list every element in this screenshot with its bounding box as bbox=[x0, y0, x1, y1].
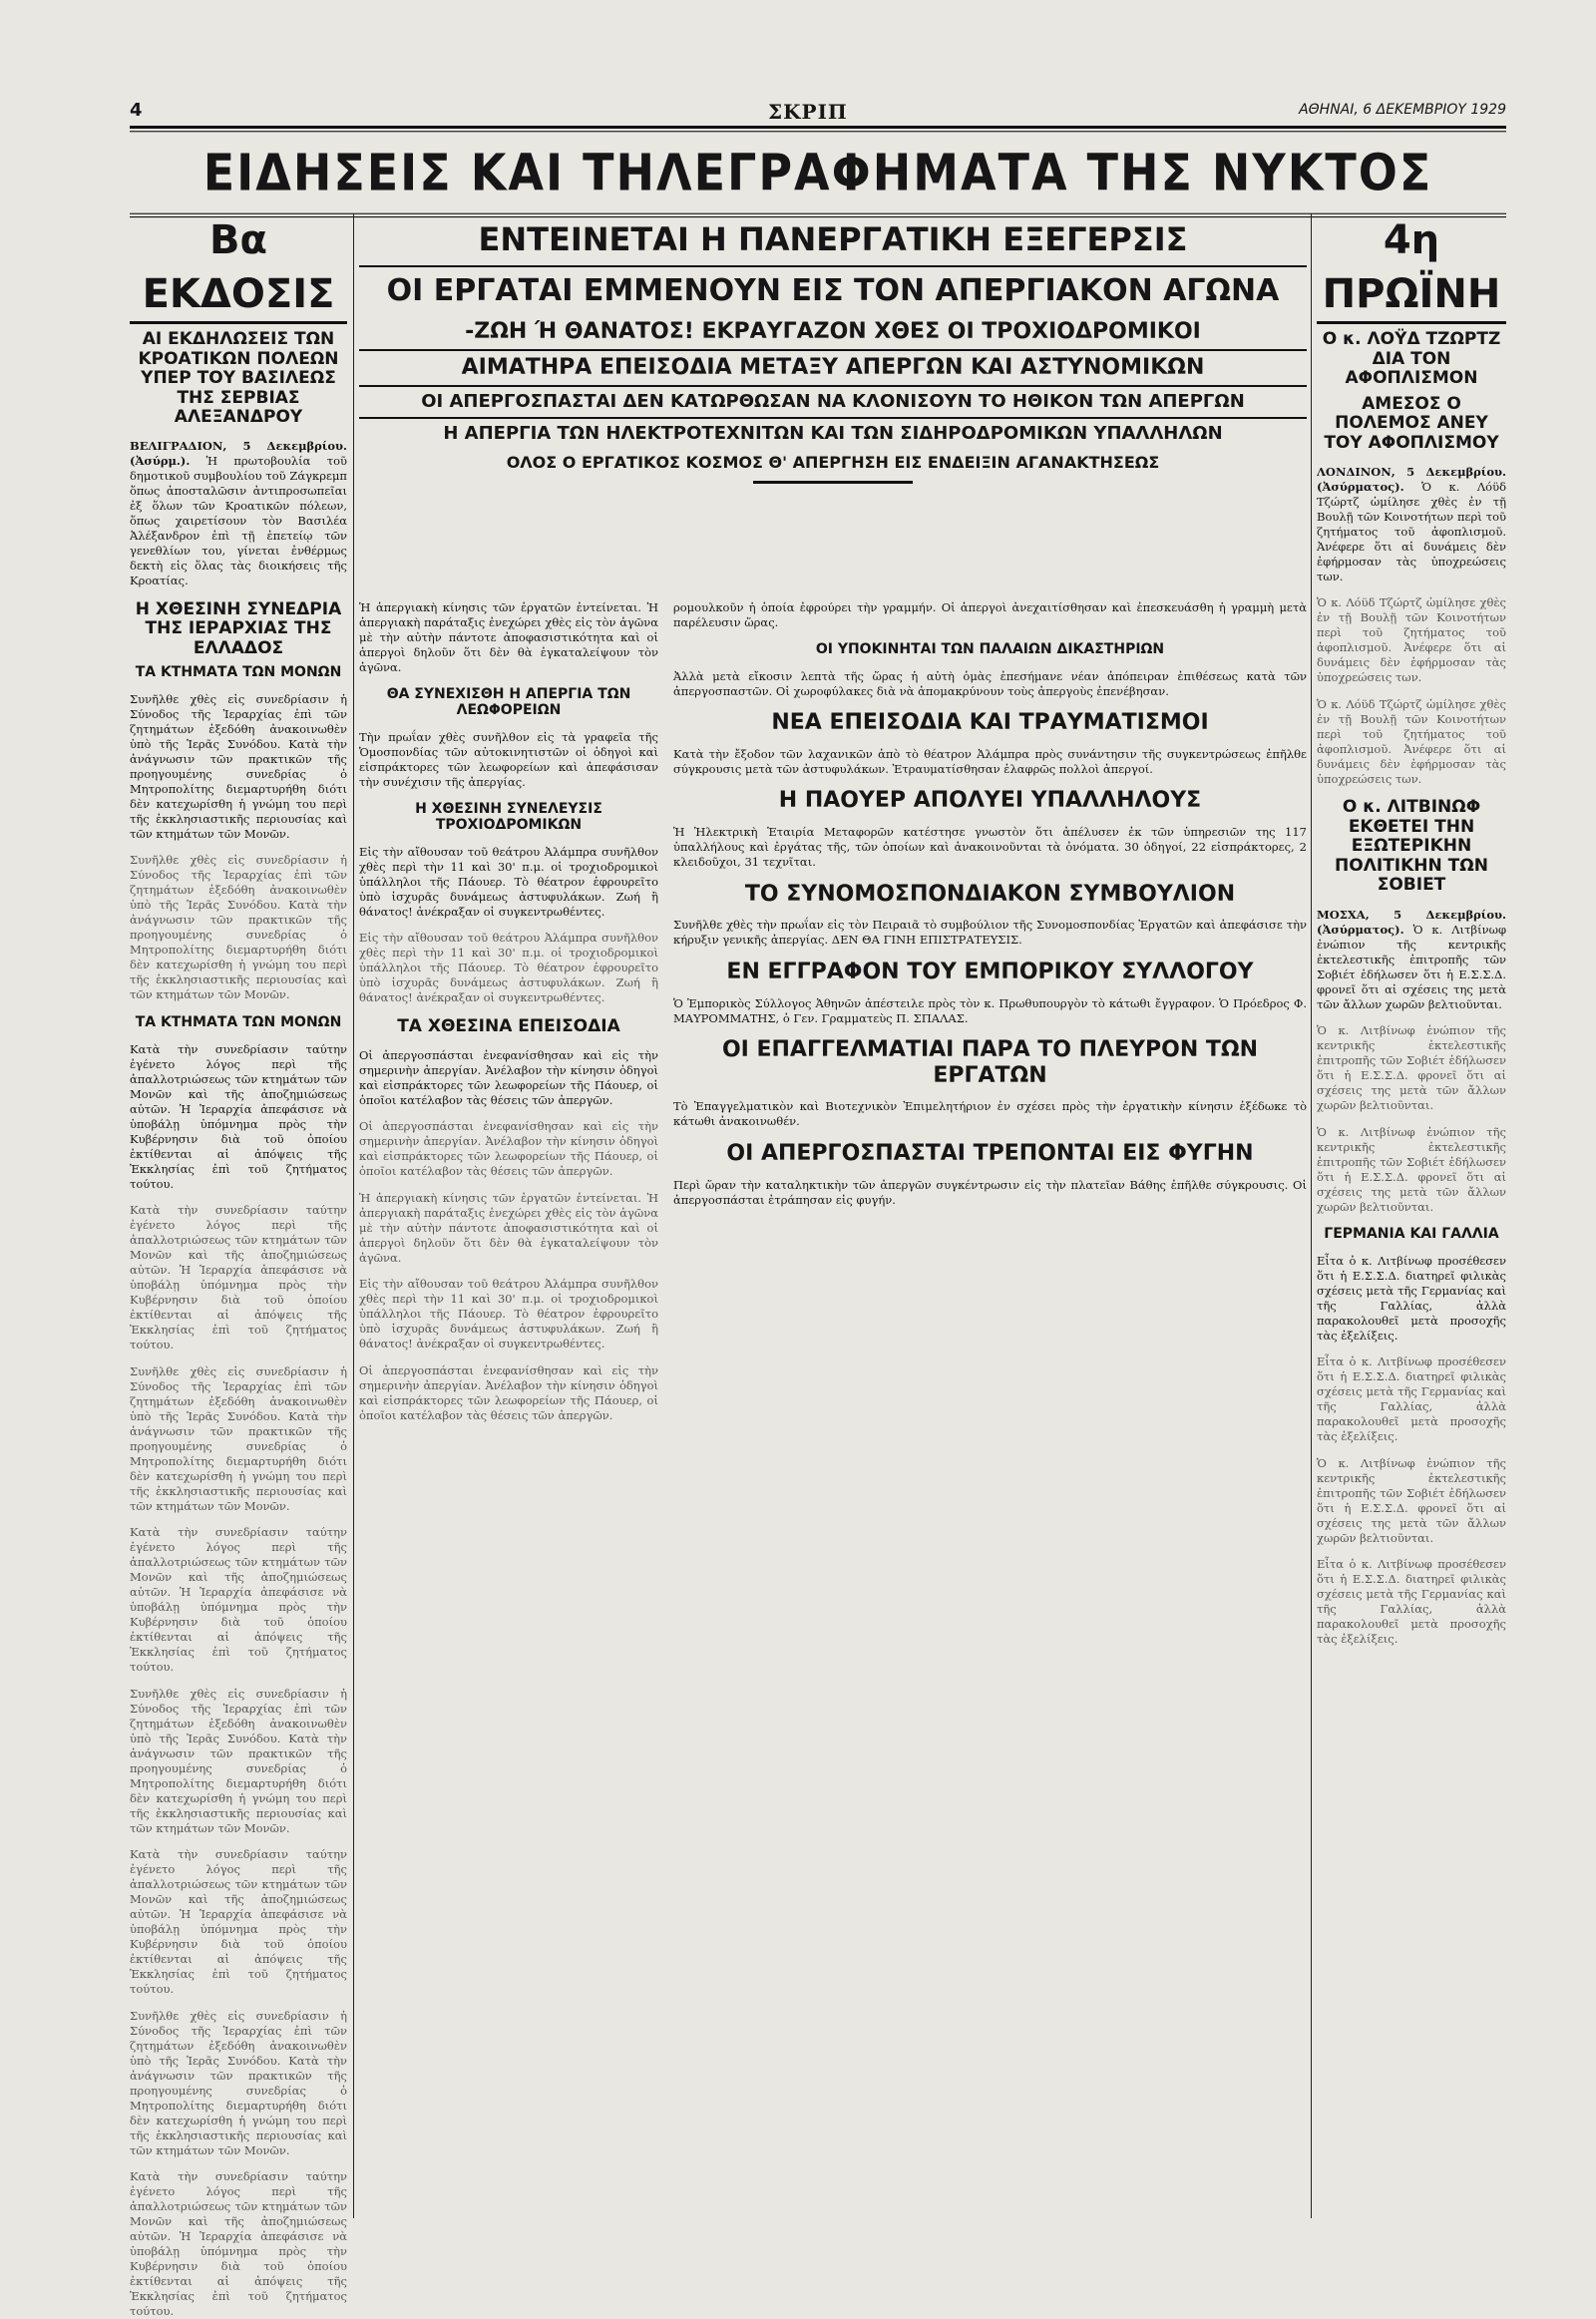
issue-date: ΑΘΗΝΑΙ, 6 ΔΕΚΕΜΒΡΙΟΥ 1929 bbox=[1299, 102, 1506, 118]
edition-kicker: 4η ΠΡΩΪΝΗ bbox=[1317, 213, 1506, 324]
section-banner: ΕΙΔΗΣΕΙΣ ΚΑΙ ΤΗΛΕΓΡΑΦΗΜΑΤΑ ΤΗΣ ΝΥΚΤΟΣ bbox=[130, 128, 1506, 217]
story-text: Οἱ ἀπεργοσπάσται ἐνεφανίσθησαν καὶ εἰς τὴν σημερινὴν ἀπεργίαν. Ἀνέλαβον τὴν κίνησιν ὁδηγοὶ καὶ εἰσπράκτορες τῶν λεωφορείων τῆς Πάουερ, οἱ ὁποῖοι κατέλαβον τὰς θέσεις τῶν ἀπεργῶν. bbox=[359, 1047, 658, 1107]
main-subheadline: ΟΙ ΕΡΓΑΤΑΙ ΕΜΜΕΝΟΥΝ ΕΙΣ ΤΟΝ ΑΠΕΡΓΙΑΚΟΝ ΑΓΩΝΑ bbox=[386, 273, 1280, 308]
story-subhead: ΑΜΕΣΟΣ Ο ΠΟΛΕΜΟΣ ΑΝΕΥ ΤΟΥ ΑΦΟΠΛΙΣΜΟΥ bbox=[1324, 393, 1499, 453]
story-text: Συνῆλθε χθὲς εἰς συνεδρίασιν ἡ Σύνοδος τῆς Ἱεραρχίας ἐπὶ τῶν ζητημάτων ἐξεδόθη ἀνακοινωθὲν ὑπὸ τῆς Ἱερᾶς Συνόδου. Κατὰ τὴν ἀνάγνωσιν τῶν πρακτικῶν τῆς προηγουμένης συνεδρίας ὁ Μητροπολίτης διεμαρτυρήθη διότι δὲν κατεχωρίσθη ἡ γνώμη του περὶ τῆς ἐκκλησιαστικῆς περιουσίας καὶ τῶν κτημάτων τῶν Μονῶν. bbox=[130, 853, 347, 1002]
main-subheadline: -ΖΩΗ Ή ΘΑΝΑΤΟΣ! ΕΚΡΑΥΓΑΖΟΝ ΧΘΕΣ ΟΙ ΤΡΟΧΙΟΔΡΟΜΙΚΟΙ bbox=[359, 315, 1307, 351]
story-headline: Ο κ. ΛΟΫΔ ΤΖΩΡΤΖ ΔΙΑ ΤΟΝ ΑΦΟΠΛΙΣΜΟΝ bbox=[1322, 329, 1501, 389]
story-text: Συνῆλθε χθὲς εἰς συνεδρίασιν ἡ Σύνοδος τῆς Ἱεραρχίας ἐπὶ τῶν ζητημάτων ἐξεδόθη ἀνακοινωθὲν ὑπὸ τῆς Ἱερᾶς Συνόδου. Κατὰ τὴν ἀνάγνωσιν τῶν πρακτικῶν τῆς προηγουμένης συνεδρίας ὁ Μητροπολίτης διεμαρτυρήθη διότι δὲν κατεχωρίσθη ἡ γνώμη του περὶ τῆς ἐκκλησιαστικῆς περιουσίας καὶ τῶν κτημάτων τῶν Μονῶν. bbox=[130, 2008, 347, 2157]
story-text: Ἀλλὰ μετὰ εἴκοσιν λεπτὰ τῆς ὥρας ἡ αὐτὴ ὁμὰς ἐπεσήμανε νέαν ἀπόπειραν ἐπιθέσεως κατὰ τῶν ἀπεργοσπαστῶν. Οἱ χωροφύλακες διὰ νὰ ἀπομακρύνουν τοὺς ἀπεργοὺς ἐπενέβησαν. bbox=[673, 668, 1307, 698]
section-subhead: ΘΑ ΣΥΝΕΧΙΣΘΗ Η ΑΠΕΡΓΙΑ ΤΩΝ ΛΕΩΦΟΡΕΙΩΝ bbox=[386, 686, 631, 719]
story-text: Ὁ Ἐμπορικὸς Σύλλογος Ἀθηνῶν ἀπέστειλε πρὸς τὸν κ. Πρωθυπουργὸν τὸ κάτωθι ἔγγραφον. Ὁ Πρόεδρος Φ. ΜΑΥΡΟΜΜΑΤΗΣ, ὁ Γεν. Γραμματεὺς Π. ΣΠΑΛΑΣ. bbox=[673, 995, 1307, 1025]
divider bbox=[753, 481, 913, 484]
story-text: Ὁ κ. Λιτβίνωφ ἐνώπιον τῆς κεντρικῆς ἐκτελεστικῆς ἐπιτροπῆς τῶν Σοβιέτ ἐδήλωσεν ὅτι ἡ Ε.Σ.Σ.Δ. φρονεῖ ὅτι αἱ σχέσεις της μετὰ τῶν ἄλλων χωρῶν βελτιοῦνται. bbox=[1317, 1124, 1506, 1214]
story-text: Συνῆλθε χθὲς εἰς συνεδρίασιν ἡ Σύνοδος τῆς Ἱεραρχίας ἐπὶ τῶν ζητημάτων ἐξεδόθη ἀνακοινωθὲν ὑπὸ τῆς Ἱερᾶς Συνόδου. Κατὰ τὴν ἀνάγνωσιν τῶν πρακτικῶν τῆς προηγουμένης συνεδρίας ὁ Μητροπολίτης διεμαρτυρήθη διότι δὲν κατεχωρίσθη ἡ γνώμη του περὶ τῆς ἐκκλησιαστικῆς περιουσίας καὶ τῶν κτημάτων τῶν Μονῶν. bbox=[130, 691, 347, 841]
section-subhead: ΝΕΑ ΕΠΕΙΣΟΔΙΑ ΚΑΙ ΤΡΑΥΜΑΤΙΣΜΟΙ bbox=[771, 710, 1209, 736]
section-subhead: Η ΠΑΟΥΕΡ ΑΠΟΛΥΕΙ ΥΠΑΛΛΗΛΟΥΣ bbox=[778, 788, 1202, 814]
section-subhead: ΟΙ ΥΠΟΚΙΝΗΤΑΙ ΤΩΝ ΠΑΛΑΙΩΝ ΔΙΚΑΣΤΗΡΙΩΝ bbox=[815, 641, 1165, 657]
story-headline: ΤΑ ΚΤΗΜΑΤΑ ΤΩΝ ΜΟΝΩΝ bbox=[135, 1013, 342, 1030]
story-text: Κατὰ τὴν ἔξοδον τῶν λαχανικῶν ἀπὸ τὸ θέατρον Ἀλάμπρα πρὸς συνάντησιν τῆς συγκεντρώσεως ἐπῆλθε σύγκρουσις μετὰ τῶν ἀστυφυλάκων. Ἐτραυματίσθησαν ἐλαφρῶς πολλοὶ ἀπεργοί. bbox=[673, 746, 1307, 776]
main-subheadline: ΑΙΜΑΤΗΡΑ ΕΠΕΙΣΟΔΙΑ ΜΕΤΑΞΥ ΑΠΕΡΓΩΝ ΚΑΙ ΑΣΤΥΝΟΜΙΚΩΝ bbox=[359, 351, 1307, 387]
story-text: Κατὰ τὴν συνεδρίασιν ταύτην ἐγένετο λόγος περὶ τῆς ἀπαλλοτριώσεως τῶν κτημάτων τῶν Μονῶν καὶ τῆς ἀποζημιώσεως αὐτῶν. Ἡ Ἱεραρχία ἀπεφάσισε νὰ ὑποβάλῃ ὑπόμνημα πρὸς τὴν Κυβέρνησιν διὰ τοῦ ὁποίου ἐκτίθενται αἱ ἀπόψεις τῆς Ἐκκλησίας ἐπὶ τοῦ ζητήματος τούτου. bbox=[130, 1041, 347, 1191]
edition-kicker: Βα ΕΚΔΟΣΙΣ bbox=[130, 213, 347, 324]
section-subhead: ΟΙ ΕΠΑΓΓΕΛΜΑΤΙΑΙ ΠΑΡΑ ΤΟ ΠΛΕΥΡΟΝ ΤΩΝ ΕΡΓΑΤΩΝ bbox=[721, 1037, 1259, 1088]
section-subhead: ΤΟ ΣΥΝΟΜΟΣΠΟΝΔΙΑΚΟΝ ΣΥΜΒΟΥΛΙΟΝ bbox=[744, 881, 1236, 907]
right-column bbox=[1317, 213, 1506, 2218]
story-text: Συνῆλθε χθὲς εἰς συνεδρίασιν ἡ Σύνοδος τῆς Ἱεραρχίας ἐπὶ τῶν ζητημάτων ἐξεδόθη ἀνακοινωθὲν ὑπὸ τῆς Ἱερᾶς Συνόδου. Κατὰ τὴν ἀνάγνωσιν τῶν πρακτικῶν τῆς προηγουμένης συνεδρίας ὁ Μητροπολίτης διεμαρτυρήθη διότι δὲν κατεχωρίσθη ἡ γνώμη του περὶ τῆς ἐκκλησιαστικῆς περιουσίας καὶ τῶν κτημάτων τῶν Μονῶν. bbox=[130, 1363, 347, 1513]
story-subhead: ΤΑ ΚΤΗΜΑΤΑ ΤΩΝ ΜΟΝΩΝ bbox=[135, 664, 342, 681]
story-text: Ὁ κ. Λιτβίνωφ ἐνώπιον τῆς κεντρικῆς ἐκτελεστικῆς ἐπιτροπῆς τῶν Σοβιέτ ἐδήλωσεν ὅτι ἡ Ε.Σ.Σ.Δ. φρονεῖ ὅτι αἱ σχέσεις της μετὰ τῶν ἄλλων χωρῶν βελτιοῦνται. bbox=[1317, 1455, 1506, 1545]
story-text: Οἱ ἀπεργοσπάσται ἐνεφανίσθησαν καὶ εἰς τὴν σημερινὴν ἀπεργίαν. Ἀνέλαβον τὴν κίνησιν ὁδηγοὶ καὶ εἰσπράκτορες τῶν λεωφορείων τῆς Πάουερ, οἱ ὁποῖοι κατέλαβον τὰς θέσεις τῶν ἀπεργῶν. bbox=[359, 1119, 658, 1179]
main-story-headlines bbox=[359, 213, 1307, 488]
story-text: ρομουλκοῦν ἡ ὁποία ἐφρούρει τὴν γραμμήν. Οἱ ἀπεργοὶ ἀνεχαιτίσθησαν καὶ ἐπεσκευάσθη ἡ γραμμὴ μετὰ παρέλευσιν ὥρας. bbox=[673, 599, 1307, 629]
story-text: Εἰς τὴν αἴθουσαν τοῦ θεάτρου Ἀλάμπρα συνῆλθον χθὲς περὶ τὴν 11 καὶ 30' π.μ. οἱ τροχιοδρομικοὶ ὑπάλληλοι τῆς Πάουερ. Τὸ θέατρον ἐφρουρεῖτο ὑπὸ ἰσχυρᾶς δυνάμεως ἀστυφυλάκων. Ζωή ἢ θάνατος! ἀνέκραξαν οἱ συγκεντρωθέντες. bbox=[359, 844, 658, 919]
story-text: Εἶτα ὁ κ. Λιτβίνωφ προσέθεσεν ὅτι ἡ Ε.Σ.Σ.Δ. διατηρεῖ φιλικὰς σχέσεις μετὰ τῆς Γερμανίας καὶ τῆς Γαλλίας, ἀλλὰ παρακολουθεῖ μετὰ προσοχῆς τὰς ἐξελίξεις. bbox=[1317, 1557, 1506, 1647]
main-subheadline: ΟΛΟΣ Ο ΕΡΓΑΤΙΚΟΣ ΚΟΣΜΟΣ Θ' ΑΠΕΡΓΗΣΗ ΕΙΣ ΕΝΔΕΙΞΙΝ ΑΓΑΝΑΚΤΗΣΕΩΣ bbox=[506, 453, 1160, 472]
story-text: Εἰς τὴν αἴθουσαν τοῦ θεάτρου Ἀλάμπρα συνῆλθον χθὲς περὶ τὴν 11 καὶ 30' π.μ. οἱ τροχιοδρομικοὶ ὑπάλληλοι τῆς Πάουερ. Τὸ θέατρον ἐφρουρεῖτο ὑπὸ ἰσχυρᾶς δυνάμεως ἀστυφυλάκων. Ζωή ἢ θάνατος! ἀνέκραξαν οἱ συγκεντρωθέντες. bbox=[359, 931, 658, 1005]
story-text: Ἡ ἀπεργιακὴ κίνησις τῶν ἐργατῶν ἐντείνεται. Ἡ ἀπεργιακὴ παράταξις ἐνεχώρει χθὲς εἰς τὸν ἀγῶνα μὲ τὴν αὐτὴν πάντοτε ἀποφασιστικότητα καὶ οἱ ἀπεργοὶ δηλοῦν ὅτι δὲν θὰ ἐγκαταλείψουν τὸν ἀγῶνα. bbox=[359, 599, 658, 674]
story-body bbox=[1317, 465, 1506, 584]
story-text: Κατὰ τὴν συνεδρίασιν ταύτην ἐγένετο λόγος περὶ τῆς ἀπαλλοτριώσεως τῶν κτημάτων τῶν Μονῶν καὶ τῆς ἀποζημιώσεως αὐτῶν. Ἡ Ἱεραρχία ἀπεφάσισε νὰ ὑποβάλῃ ὑπόμνημα πρὸς τὴν Κυβέρνησιν διὰ τοῦ ὁποίου ἐκτίθενται αἱ ἀπόψεις τῆς Ἐκκλησίας ἐπὶ τοῦ ζητήματος τούτου. bbox=[130, 1525, 347, 1675]
column-rule bbox=[353, 213, 354, 2218]
story-text: Κατὰ τὴν συνεδρίασιν ταύτην ἐγένετο λόγος περὶ τῆς ἀπαλλοτριώσεως τῶν κτημάτων τῶν Μονῶν καὶ τῆς ἀποζημιώσεως αὐτῶν. Ἡ Ἱεραρχία ἀπεφάσισε νὰ ὑποβάλῃ ὑπόμνημα πρὸς τὴν Κυβέρνησιν διὰ τοῦ ὁποίου ἐκτίθενται αἱ ἀπόψεις τῆς Ἐκκλησίας ἐπὶ τοῦ ζητήματος τούτου. bbox=[130, 1847, 347, 1997]
story-text: Συνῆλθε χθὲς τὴν πρωΐαν εἰς τὸν Πειραιᾶ τὸ συμβούλιον τῆς Συνομοσπονδίας Ἐργατῶν καὶ ἀπεφάσισε τὴν κήρυξιν γενικῆς ἀπεργίας. ΔΕΝ ΘΑ ΓΙΝΗ ΕΠΙΣΤΡΑΤΕΥΣΙΣ. bbox=[673, 918, 1307, 948]
story-text: Ἡ Ἠλεκτρικὴ Ἑταιρία Μεταφορῶν κατέστησε γνωστὸν ὅτι ἀπέλυσεν ἐκ τῶν ὑπηρεσιῶν της 117 ὑπαλλήλους καὶ ἐργάτας τῆς, τῶν ὁποίων καὶ ἀνακοινοῦνται τὰ ὀνόματα. 30 ὁδηγοί, 22 εἰσπράκτορες, 2 κλειδοῦχοι, 31 τεχνῖται. bbox=[673, 825, 1307, 870]
story-headline: ΓΕΡΜΑΝΙΑ ΚΑΙ ΓΑΛΛΙΑ bbox=[1324, 1226, 1499, 1243]
section-subhead: Η ΧΘΕΣΙΝΗ ΣΥΝΕΛΕΥΣΙΣ ΤΡΟΧΙΟΔΡΟΜΙΚΩΝ bbox=[415, 801, 602, 834]
story-text: Ὁ κ. Λόϋδ Τζώρτζ ὡμίλησε χθὲς ἐν τῇ Βουλῇ τῶν Κοινοτήτων περὶ τοῦ ζητήματος τοῦ ἀφοπλισμοῦ. Ἀνέφερε ὅτι αἱ δυνάμεις δὲν ἐφήρμοσαν τὰς ὑποχρεώσεις των. bbox=[1317, 595, 1506, 685]
story-text: Περὶ ὥραν τὴν καταληκτικὴν τῶν ἀπεργῶν συγκέντρωσιν εἰς τὴν πλατεῖαν Βάθης ἐπῆλθε σύγκρουσις. Οἱ ἀπεργοσπάσται ἐτράπησαν εἰς φυγήν. bbox=[673, 1177, 1307, 1207]
story-body bbox=[1317, 908, 1506, 1012]
article-column bbox=[359, 588, 658, 2224]
story-headline: Η ΧΘΕΣΙΝΗ ΣΥΝΕΔΡΙΑ ΤΗΣ ΙΕΡΑΡΧΙΑΣ ΤΗΣ ΕΛΛΑΔΟΣ bbox=[135, 598, 342, 658]
story-dateline: ΒΕΛΙΓΡΑΔΙΟΝ, 5 Δεκεμβρίου. (Ἀσύρμ.). bbox=[130, 439, 347, 469]
page-header bbox=[130, 100, 1506, 129]
column-rule bbox=[1311, 213, 1312, 2218]
story-text: Εἶτα ὁ κ. Λιτβίνωφ προσέθεσεν ὅτι ἡ Ε.Σ.Σ.Δ. διατηρεῖ φιλικὰς σχέσεις μετὰ τῆς Γερμανίας καὶ τῆς Γαλλίας, ἀλλὰ παρακολουθεῖ μετὰ προσοχῆς τὰς ἐξελίξεις. bbox=[1317, 1253, 1506, 1343]
story-headline: ΑΙ ΕΚΔΗΛΩΣΕΙΣ ΤΩΝ ΚΡΟΑΤΙΚΩΝ ΠΟΛΕΩΝ ΥΠΕΡ ΤΟΥ ΒΑΣΙΛΕΩΣ ΤΗΣ ΣΕΡΒΙΑΣ ΑΛΕΞΑΝΔΡΟΥ bbox=[138, 329, 339, 428]
masthead: ΣΚΡΙΠ bbox=[768, 100, 848, 124]
story-body bbox=[130, 439, 347, 588]
main-headline: ΕΝΤΕΙΝΕΤΑΙ Η ΠΑΝΕΡΓΑΤΙΚΗ ΕΞΕΓΕΡΣΙΣ bbox=[359, 213, 1307, 267]
story-text: Ὁ κ. Λιτβίνωφ ἐνώπιον τῆς κεντρικῆς ἐκτελεστικῆς ἐπιτροπῆς τῶν Σοβιέτ ἐδήλωσεν ὅτι ἡ Ε.Σ.Σ.Δ. φρονεῖ ὅτι αἱ σχέσεις της μετὰ τῶν ἄλλων χωρῶν βελτιοῦνται. bbox=[1317, 1023, 1506, 1113]
story-dateline: ΜΟΣΧΑ, 5 Δεκεμβρίου. (Ἀσύρματος). bbox=[1317, 907, 1506, 937]
story-text: Τὸ Ἐπαγγελματικὸν καὶ Βιοτεχνικὸν Ἐπιμελητήριον ἐν σχέσει πρὸς τὴν ἐργατικὴν κίνησιν ἐξέδωκε τὸ κάτωθι ἀνακοινωθέν. bbox=[673, 1099, 1307, 1129]
story-text: Ὁ κ. Λιτβίνωφ ἐνώπιον τῆς κεντρικῆς ἐκτελεστικῆς ἐπιτροπῆς τῶν Σοβιέτ ἐδήλωσεν ὅτι ἡ Ε.Σ.Σ.Δ. φρονεῖ ὅτι αἱ σχέσεις της μετὰ τῶν ἄλλων χωρῶν βελτιοῦνται. bbox=[1317, 922, 1507, 1011]
main-subheadline: Η ΑΠΕΡΓΙΑ ΤΩΝ ΗΛΕΚΤΡΟΤΕΧΝΙΤΩΝ ΚΑΙ ΤΩΝ ΣΙΔΗΡΟΔΡΟΜΙΚΩΝ ΥΠΑΛΛΗΛΩΝ bbox=[443, 423, 1223, 444]
story-text: Ὁ κ. Λόϋδ Τζώρτζ ὡμίλησε χθὲς ἐν τῇ Βουλῇ τῶν Κοινοτήτων περὶ τοῦ ζητήματος τοῦ ἀφοπλισμοῦ. Ἀνέφερε ὅτι αἱ δυνάμεις δὲν ἐφήρμοσαν τὰς ὑποχρεώσεις των. bbox=[1317, 696, 1506, 786]
page-number: 4 bbox=[130, 100, 143, 121]
story-headline: Ο κ. ΛΙΤΒΙΝΩΦ ΕΚΘΕΤΕΙ ΤΗΝ ΕΞΩΤΕΡΙΚΗΝ ΠΟΛΙΤΙΚΗΝ ΤΩΝ ΣΟΒΙΕΤ bbox=[1335, 797, 1488, 896]
story-text: Κατὰ τὴν συνεδρίασιν ταύτην ἐγένετο λόγος περὶ τῆς ἀπαλλοτριώσεως τῶν κτημάτων τῶν Μονῶν καὶ τῆς ἀποζημιώσεως αὐτῶν. Ἡ Ἱεραρχία ἀπεφάσισε νὰ ὑποβάλῃ ὑπόμνημα πρὸς τὴν Κυβέρνησιν διὰ τοῦ ὁποίου ἐκτίθενται αἱ ἀπόψεις τῆς Ἐκκλησίας ἐπὶ τοῦ ζητήματος τούτου. bbox=[130, 1203, 347, 1353]
story-text: Συνῆλθε χθὲς εἰς συνεδρίασιν ἡ Σύνοδος τῆς Ἱεραρχίας ἐπὶ τῶν ζητημάτων ἐξεδόθη ἀνακοινωθὲν ὑπὸ τῆς Ἱερᾶς Συνόδου. Κατὰ τὴν ἀνάγνωσιν τῶν πρακτικῶν τῆς προηγουμένης συνεδρίας ὁ Μητροπολίτης διεμαρτυρήθη διότι δὲν κατεχωρίσθη ἡ γνώμη του περὶ τῆς ἐκκλησιαστικῆς περιουσίας καὶ τῶν κτημάτων τῶν Μονῶν. bbox=[130, 1686, 347, 1835]
story-text: Κατὰ τὴν συνεδρίασιν ταύτην ἐγένετο λόγος περὶ τῆς ἀπαλλοτριώσεως τῶν κτημάτων τῶν Μονῶν καὶ τῆς ἀποζημιώσεως αὐτῶν. Ἡ Ἱεραρχία ἀπεφάσισε νὰ ὑποβάλῃ ὑπόμνημα πρὸς τὴν Κυβέρνησιν διὰ τοῦ ὁποίου ἐκτίθενται αἱ ἀπόψεις τῆς Ἐκκλησίας ἐπὶ τοῦ ζητήματος τούτου. bbox=[130, 2169, 347, 2319]
story-text: Ὁ κ. Λόϋδ Τζώρτζ ὡμίλησε χθὲς ἐν τῇ Βουλῇ τῶν Κοινοτήτων περὶ τοῦ ζητήματος τοῦ ἀφοπλισμοῦ. Ἀνέφερε ὅτι αἱ δυνάμεις δὲν ἐφήρμοσαν τὰς ὑποχρεώσεις των. bbox=[1317, 479, 1506, 583]
left-column bbox=[130, 213, 348, 2319]
main-subheadline: ΟΙ ΑΠΕΡΓΟΣΠΑΣΤΑΙ ΔΕΝ ΚΑΤΩΡΘΩΣΑΝ ΝΑ ΚΛΟΝΙΣΟΥΝ ΤΟ ΗΘΙΚΟΝ ΤΩΝ ΑΠΕΡΓΩΝ bbox=[359, 387, 1307, 419]
story-text: Τὴν πρωΐαν χθὲς συνῆλθον εἰς τὰ γραφεῖα τῆς Ὁμοσπονδίας τῶν αὐτοκινητιστῶν οἱ ὁδηγοὶ καὶ εἰσπράκτορες τῶν λεωφορείων καὶ ἀπεφάσισαν τὴν συνέχισιν τῆς ἀπεργίας. bbox=[359, 729, 658, 789]
section-subhead: ΕΝ ΕΓΓΡΑΦΟΝ ΤΟΥ ΕΜΠΟΡΙΚΟΥ ΣΥΛΛΟΓΟΥ bbox=[726, 959, 1254, 984]
story-text: Εἶτα ὁ κ. Λιτβίνωφ προσέθεσεν ὅτι ἡ Ε.Σ.Σ.Δ. διατηρεῖ φιλικὰς σχέσεις μετὰ τῆς Γερμανίας καὶ τῆς Γαλλίας, ἀλλὰ παρακολουθεῖ μετὰ προσοχῆς τὰς ἐξελίξεις. bbox=[1317, 1354, 1506, 1444]
section-subhead: ΟΙ ΑΠΕΡΓΟΣΠΑΣΤΑΙ ΤΡΕΠΟΝΤΑΙ ΕΙΣ ΦΥΓΗΝ bbox=[726, 1140, 1254, 1166]
story-text: Ἡ πρωτοβουλία τοῦ δημοτικοῦ συμβουλίου τοῦ Ζάγκρεμπ ὅπως ἀποσταλῶσιν ἀντιπροσωπεῖαι ἐξ ὅλων τῶν Κροατικῶν πόλεων, ὅπως χαιρετίσουν τὸν Βασιλέα Ἀλέξανδρον ἐπὶ τῇ ἐπετείῳ τῶν γενεθλίων του, γίνεται ἐνθέρμως δεκτὴ εἰς ὅλας τὰς διοικήσεις τῆς Κροατίας. bbox=[130, 454, 348, 588]
article-column bbox=[673, 588, 1307, 2224]
story-text: Οἱ ἀπεργοσπάσται ἐνεφανίσθησαν καὶ εἰς τὴν σημερινὴν ἀπεργίαν. Ἀνέλαβον τὴν κίνησιν ὁδηγοὶ καὶ εἰσπράκτορες τῶν λεωφορείων τῆς Πάουερ, οἱ ὁποῖοι κατέλαβον τὰς θέσεις τῶν ἀπεργῶν. bbox=[359, 1362, 658, 1422]
section-subhead: ΤΑ ΧΘΕΣΙΝΑ ΕΠΕΙΣΟΔΙΑ bbox=[397, 1015, 620, 1036]
main-story-body bbox=[359, 588, 1307, 2224]
story-dateline: ΛΟΝΔΙΝΟΝ, 5 Δεκεμβρίου. (Ἀσύρματος). bbox=[1317, 464, 1506, 494]
story-text: Εἰς τὴν αἴθουσαν τοῦ θεάτρου Ἀλάμπρα συνῆλθον χθὲς περὶ τὴν 11 καὶ 30' π.μ. οἱ τροχιοδρομικοὶ ὑπάλληλοι τῆς Πάουερ. Τὸ θέατρον ἐφρουρεῖτο ὑπὸ ἰσχυρᾶς δυνάμεως ἀστυφυλάκων. Ζωή ἢ θάνατος! ἀνέκραξαν οἱ συγκεντρωθέντες. bbox=[359, 1277, 658, 1352]
story-text: Ἡ ἀπεργιακὴ κίνησις τῶν ἐργατῶν ἐντείνεται. Ἡ ἀπεργιακὴ παράταξις ἐνεχώρει χθὲς εἰς τὸν ἀγῶνα μὲ τὴν αὐτὴν πάντοτε ἀποφασιστικότητα καὶ οἱ ἀπεργοὶ δηλοῦν ὅτι δὲν θὰ ἐγκαταλείψουν τὸν ἀγῶνα. bbox=[359, 1190, 658, 1265]
